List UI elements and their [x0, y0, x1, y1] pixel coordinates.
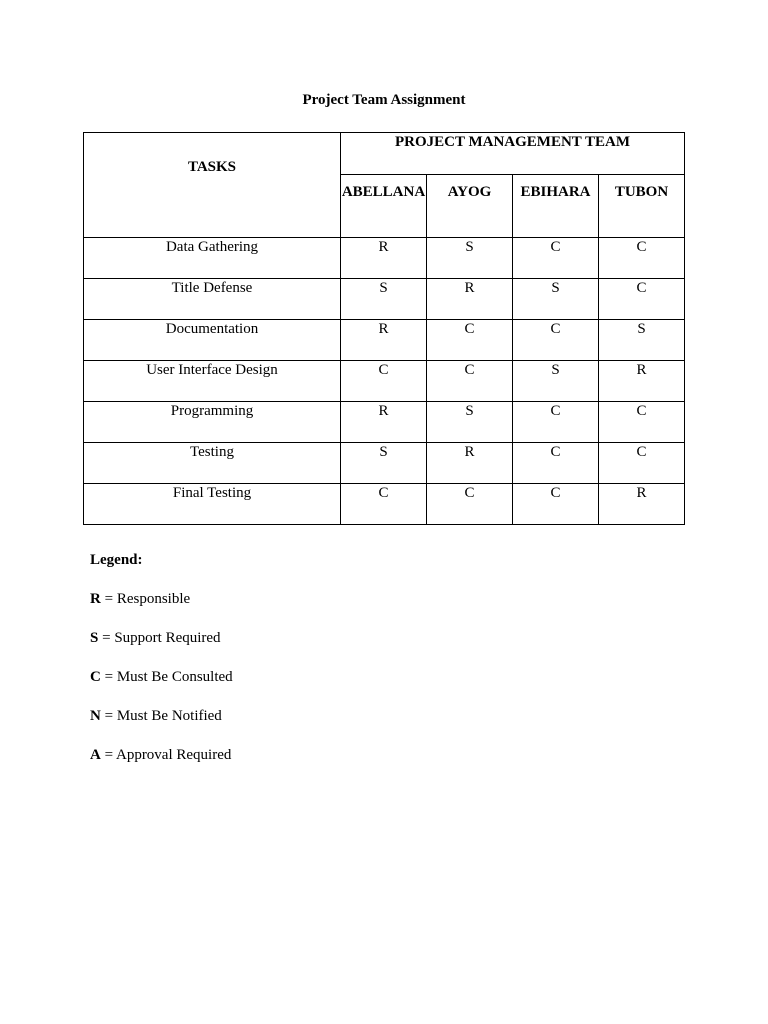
- table-row: [84, 402, 685, 443]
- role-cell: C: [427, 361, 513, 402]
- role-cell: C: [341, 361, 427, 402]
- legend-separator: =: [100, 708, 117, 724]
- legend-meaning: Must Be Consulted: [116, 669, 233, 685]
- legend-code: C: [90, 669, 101, 685]
- legend: [90, 551, 233, 785]
- role-cell: C: [427, 484, 513, 525]
- legend-item: [90, 746, 233, 764]
- role-cell: C: [513, 402, 599, 443]
- role-cell: C: [513, 484, 599, 525]
- role-cell: S: [599, 320, 685, 361]
- tasks-column-header: TASKS: [84, 133, 341, 238]
- team-column-header: PROJECT MANAGEMENT TEAM: [341, 133, 685, 175]
- role-cell: C: [513, 443, 599, 484]
- role-cell: R: [341, 320, 427, 361]
- task-cell: User Interface Design: [84, 361, 341, 402]
- member-header-ayog: AYOG: [427, 175, 513, 238]
- role-cell: C: [513, 238, 599, 279]
- role-cell: R: [427, 443, 513, 484]
- role-cell: R: [341, 402, 427, 443]
- legend-meaning: Must Be Notified: [116, 708, 222, 724]
- table-row: [84, 238, 685, 279]
- document-title: Project Team Assignment: [302, 92, 466, 108]
- table-row: [84, 484, 685, 525]
- role-cell: C: [599, 238, 685, 279]
- table-row: [84, 320, 685, 361]
- role-cell: S: [427, 402, 513, 443]
- table-row: [84, 443, 685, 484]
- table-row: [84, 279, 685, 320]
- legend-separator: =: [100, 747, 116, 763]
- legend-code: R: [90, 591, 101, 607]
- role-cell: R: [599, 361, 685, 402]
- role-cell: S: [513, 361, 599, 402]
- role-cell: S: [341, 279, 427, 320]
- role-cell: S: [427, 238, 513, 279]
- table-header-row: [84, 133, 685, 175]
- legend-code: A: [90, 747, 101, 763]
- member-header-ebihara: EBIHARA: [513, 175, 599, 238]
- assignment-table: [83, 132, 685, 525]
- member-header-abellana: ABELLANA: [341, 175, 427, 238]
- task-cell: Data Gathering: [84, 238, 341, 279]
- task-cell: Documentation: [84, 320, 341, 361]
- role-cell: R: [341, 238, 427, 279]
- member-header-tubon: TUBON: [599, 175, 685, 238]
- legend-item: [90, 590, 233, 608]
- role-cell: C: [513, 320, 599, 361]
- legend-separator: =: [100, 669, 117, 685]
- role-cell: S: [341, 443, 427, 484]
- role-cell: C: [341, 484, 427, 525]
- legend-code: N: [90, 708, 101, 724]
- role-cell: C: [599, 279, 685, 320]
- legend-meaning: Responsible: [116, 591, 191, 607]
- task-cell: Programming: [84, 402, 341, 443]
- task-cell: Title Defense: [84, 279, 341, 320]
- role-cell: S: [513, 279, 599, 320]
- role-cell: C: [427, 320, 513, 361]
- role-cell: C: [599, 443, 685, 484]
- role-cell: C: [599, 402, 685, 443]
- legend-separator: =: [100, 591, 117, 607]
- task-cell: Testing: [84, 443, 341, 484]
- legend-item: [90, 707, 233, 725]
- legend-code: S: [90, 630, 99, 646]
- task-cell: Final Testing: [84, 484, 341, 525]
- legend-heading: Legend:: [90, 552, 143, 568]
- legend-meaning: Support Required: [114, 630, 221, 646]
- table-row: [84, 361, 685, 402]
- legend-meaning: Approval Required: [115, 747, 232, 763]
- role-cell: R: [427, 279, 513, 320]
- legend-separator: =: [98, 630, 115, 646]
- legend-item: [90, 629, 233, 647]
- role-cell: R: [599, 484, 685, 525]
- legend-item: [90, 668, 233, 686]
